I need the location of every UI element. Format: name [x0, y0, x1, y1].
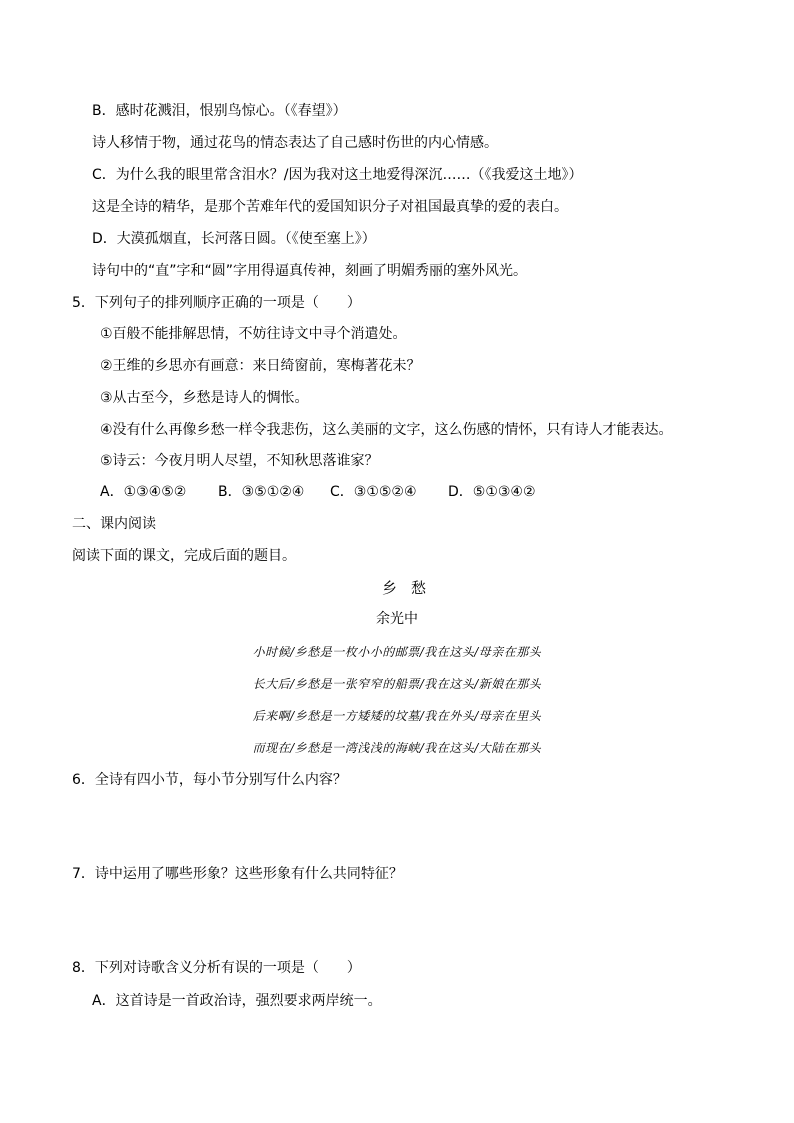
- q5-sentence-5: ⑤诗云：今夜月明人尽望，不知秋思落谁家？: [100, 453, 379, 469]
- q4-option-c: C．为什么我的眼里常含泪水？/因为我对这土地爱得深沉……（《我爱这土地》）: [92, 167, 583, 183]
- poem-line-3: 后来啊/乡愁是一方矮矮的坟墓/我在外头/母亲在里头: [252, 709, 542, 723]
- poem-title: 乡愁: [381, 579, 440, 597]
- reading-instruction: 阅读下面的课文，完成后面的题目。: [72, 548, 296, 564]
- q5-question: 5．下列句子的排列顺序正确的一项是（ ）: [72, 295, 361, 311]
- q4-explanation-b: 诗人移情于物，通过花鸟的情态表达了自己感时伤世的内心情感。: [92, 135, 498, 151]
- poem-author: 余光中: [376, 611, 418, 627]
- q5-choice-c: C．③①⑤②④: [330, 484, 417, 500]
- q5-sentence-2: ②王维的乡思亦有画意：来日绮窗前，寒梅著花未？: [100, 358, 421, 374]
- poem-line-4: 而现在/乡愁是一湾浅浅的海峡/我在这头/大陆在那头: [252, 741, 542, 755]
- poem-line-1: 小时候/乡愁是一枚小小的邮票/我在这头/母亲在那头: [252, 645, 542, 659]
- q8-question: 8．下列对诗歌含义分析有误的一项是（ ）: [72, 960, 361, 976]
- q5-sentence-4: ④没有什么再像乡愁一样令我悲伤，这么美丽的文字，这么伤感的情怀，只有诗人才能表达。: [100, 422, 673, 438]
- section-heading: 二、课内阅读: [72, 516, 156, 532]
- q4-explanation-c: 这是全诗的精华，是那个苦难年代的爱国知识分子对祖国最真挚的爱的表白。: [92, 199, 568, 215]
- q5-choice-a: A．①③④⑤②: [100, 484, 187, 500]
- q5-sentence-1: ①百般不能排解思情，不妨往诗文中寻个消遣处。: [100, 326, 407, 342]
- q4-option-d: D．大漠孤烟直，长河落日圆。（《使至塞上》）: [92, 231, 376, 247]
- q5-sentence-3: ③从古至今，乡愁是诗人的惆怅。: [100, 390, 309, 406]
- q6-question: 6．全诗有四小节，每小节分别写什么内容？: [72, 772, 347, 788]
- q4-option-b: B．感时花溅泪，恨别鸟惊心。（《春望》）: [92, 103, 347, 119]
- q8-option-a: A．这首诗是一首政治诗，强烈要求两岸统一。: [92, 993, 382, 1009]
- q4-explanation-d: 诗句中的“直”字和“圆”字用得逼真传神，刻画了明媚秀丽的塞外风光。: [92, 263, 528, 279]
- q7-question: 7．诗中运用了哪些形象？这些形象有什么共同特征？: [72, 866, 403, 882]
- q5-choice-d: D．⑤①③④②: [448, 484, 536, 500]
- poem-line-2: 长大后/乡愁是一张窄窄的船票/我在这头/新娘在那头: [252, 677, 542, 691]
- q5-choice-b: B．③⑤①②④: [218, 484, 305, 500]
